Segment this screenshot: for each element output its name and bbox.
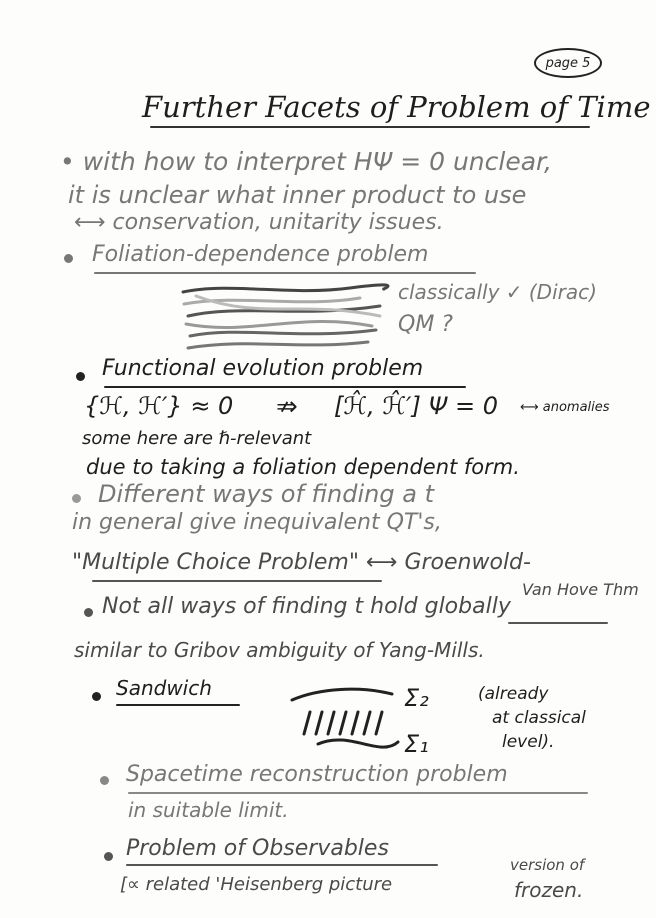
sigma-2-label: Σ₂ (404, 684, 429, 712)
anomalies-note: ⟷ anomalies (520, 400, 610, 415)
text-line-gribov: similar to Gribov ambiguity of Yang-Mills. (74, 638, 485, 662)
functional-heading: Functional evolution problem (102, 356, 424, 381)
already-note-3: level). (502, 732, 555, 752)
text-line-heisenberg: [∝ related 'Heisenberg picture (120, 874, 393, 895)
spacetime-underline (128, 792, 588, 794)
foliation-heading: Foliation-dependence problem (92, 242, 429, 267)
observables-underline (126, 864, 438, 866)
observables-heading: Problem of Observables (126, 836, 389, 861)
frozen-note: frozen. (514, 878, 584, 902)
quantum-commutator: [ℋ̂, ℋ̂′] Ψ = 0 (334, 392, 499, 420)
text-line-inner-product: it is unclear what inner product to use (68, 181, 527, 209)
text-line-different-ways: Different ways of finding a t (98, 480, 434, 508)
sandwich-heading: Sandwich (116, 676, 212, 700)
multiple-choice-line: "Multiple Choice Problem" ⟷ Groenwold- (72, 550, 531, 575)
classically-note: classically ✓ (Dirac) (398, 280, 597, 304)
classical-bracket: {ℋ, ℋ′} ≈ 0 (84, 392, 234, 420)
text-line-conservation: ⟷ conservation, unitarity issues. (74, 210, 444, 235)
text-line-not-all-ways: Not all ways of finding t hold globally (102, 594, 511, 619)
bullet (104, 852, 113, 861)
text-line-interpret: • with how to interpret HΨ = 0 unclear, (60, 147, 552, 176)
spacetime-heading: Spacetime reconstruction problem (126, 762, 508, 787)
sigma-1-label: Σ₁ (404, 730, 429, 758)
version-of-note: version of (510, 856, 585, 874)
already-note-1: (already (478, 684, 549, 704)
text-line-foliation-form: due to taking a foliation dependent form. (86, 455, 520, 479)
implies-arrow: ⇏ (276, 392, 298, 422)
page-number-badge: page 5 (534, 48, 602, 78)
text-line-suitable-limit: in suitable limit. (128, 798, 289, 822)
bullet (100, 776, 109, 785)
van-hove-note: Van Hove Thm (522, 580, 639, 599)
text-line-inequivalent: in general give inequivalent QT's, (72, 510, 442, 535)
already-note-2: at classical (492, 708, 586, 728)
text-line-hbar-relevant: some here are ℏ-relevant (82, 428, 312, 449)
page-title: Further Facets of Problem of Time (142, 90, 651, 124)
qm-note: QM ? (398, 312, 453, 337)
